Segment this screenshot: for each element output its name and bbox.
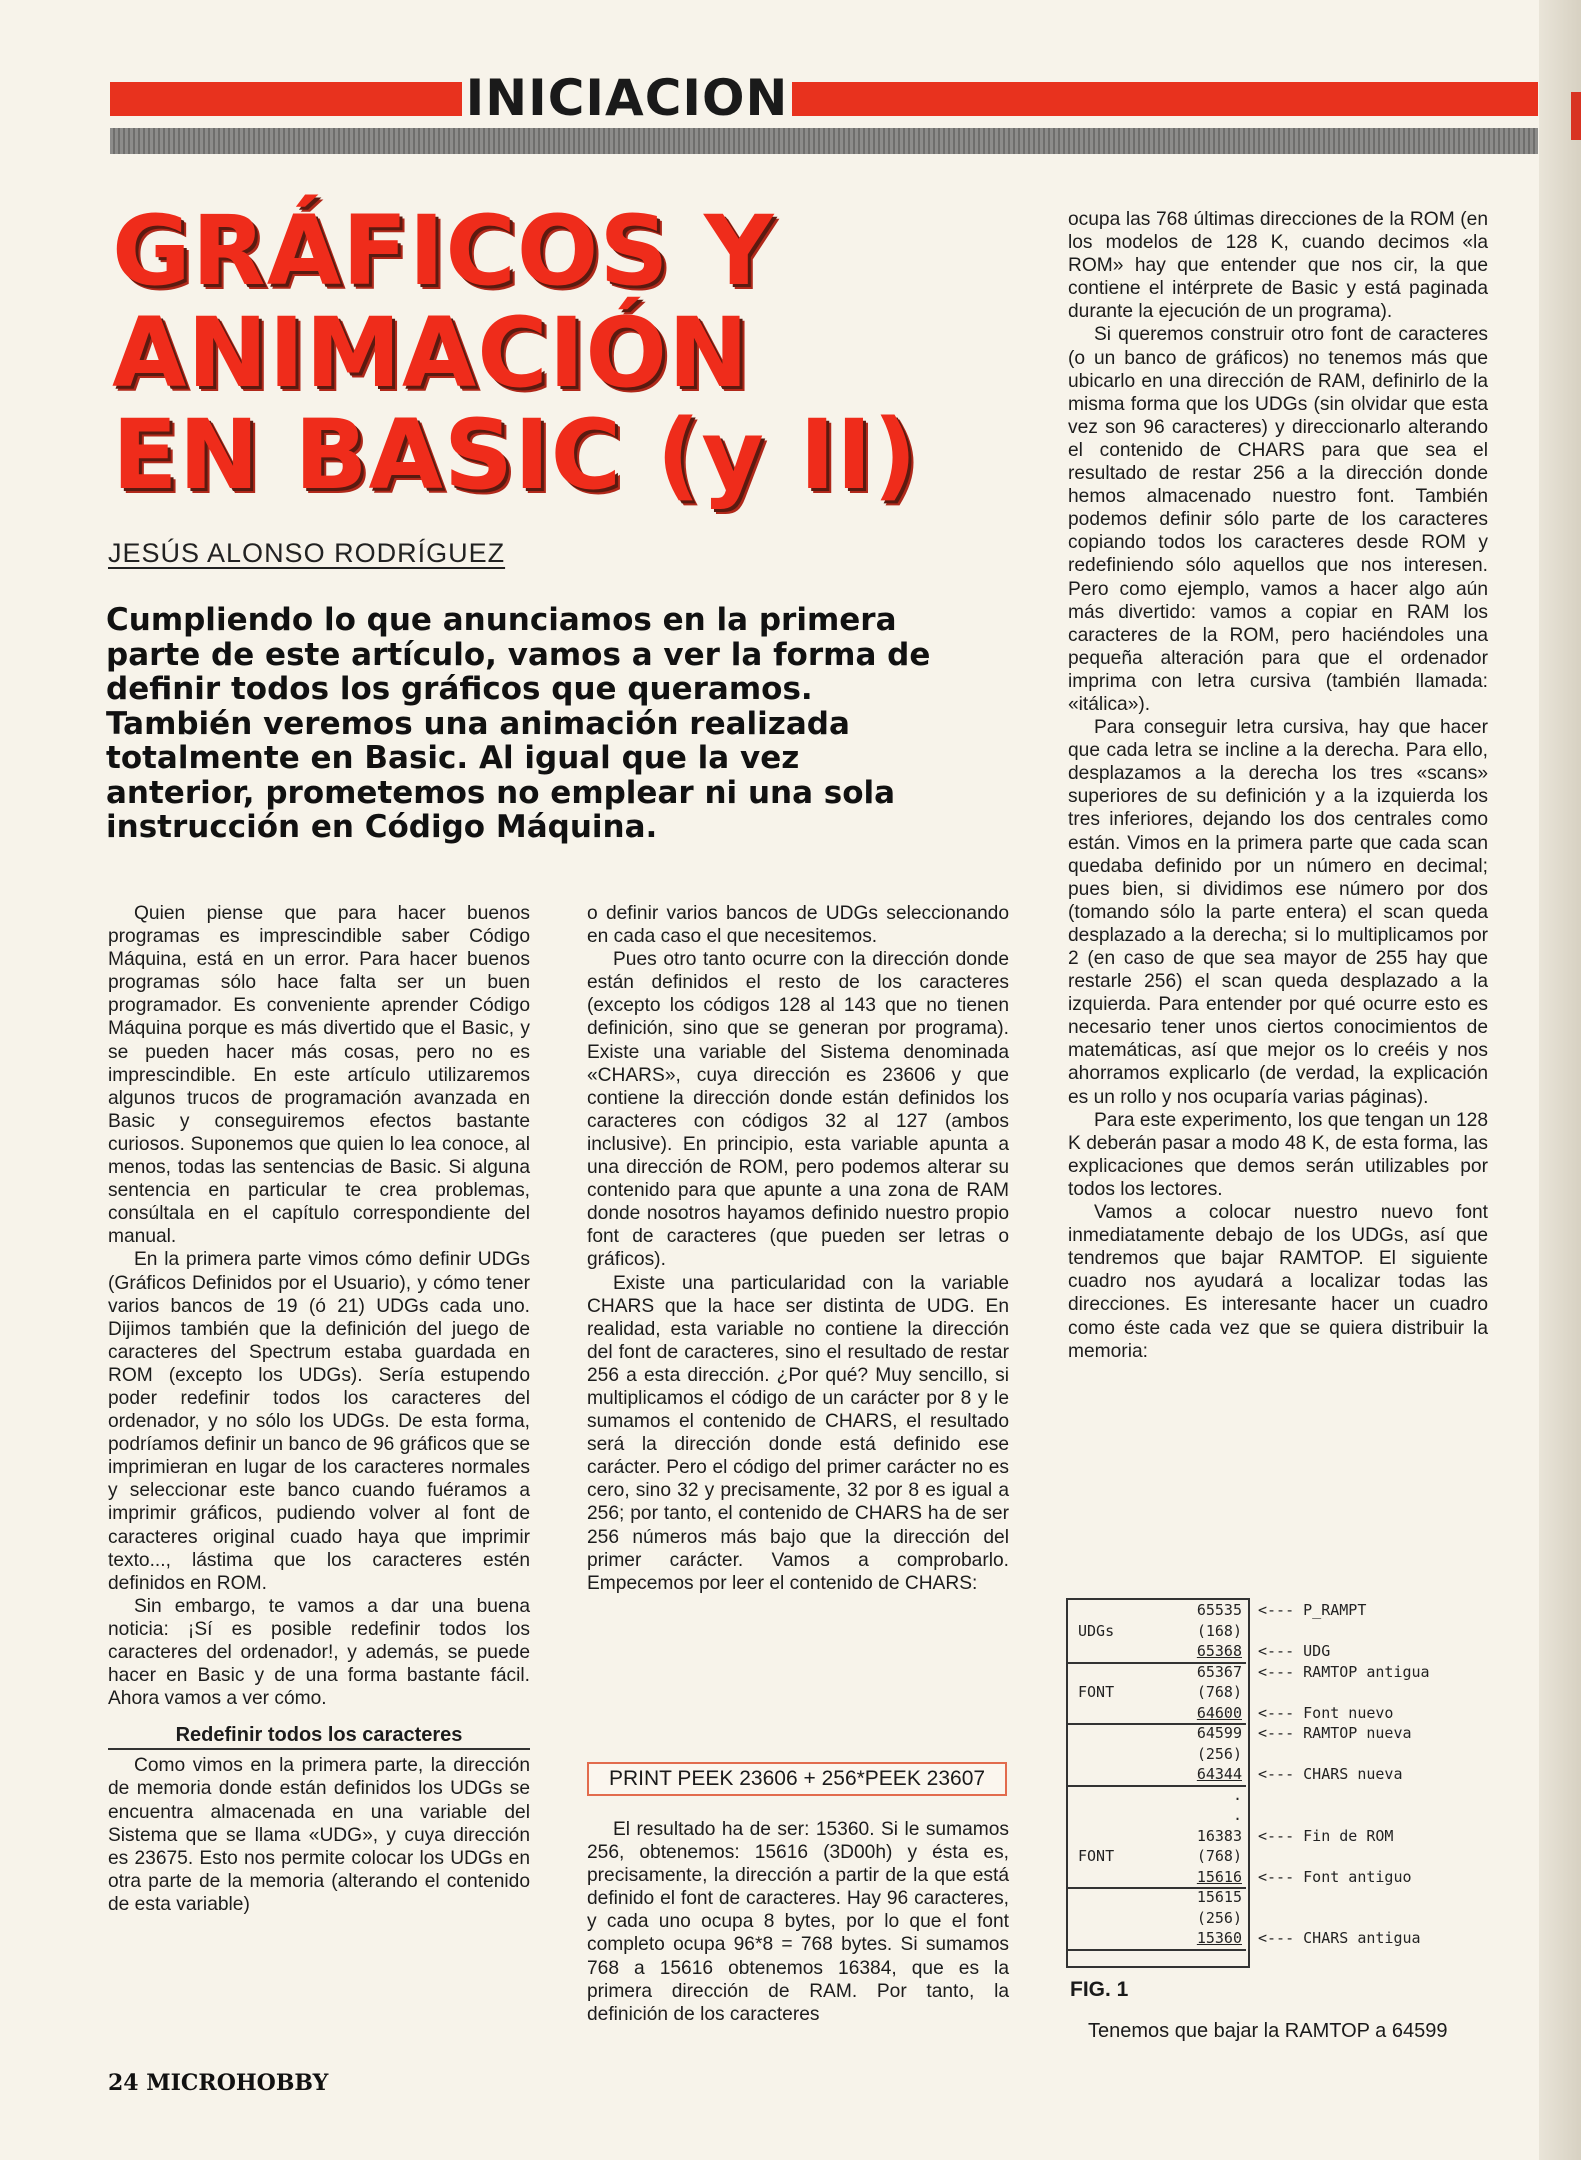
- article-title: [112, 195, 1012, 511]
- col3-paragraph-2: Si queremos construir otro font de caracteres (o un banco de gráficos) no tenemos más que ubicarlo en una dirección de RAM, definirlo de la misma forma que los UDGs (sin olvidar que esta vez son 96 caracteres) y direccionarlo alterando el contenido de CHARS para que sea el resultado de restar 256 a la dirección donde hemos almacenado nuestro font. También podemos definir sólo parte de los caracteres copiando todos los caracteres desde ROM y redefiniendo sólo aquellos que nos interesen. Pero como ejemplo, vamos a hacer algo aún más divertido: vamos a copiar en RAM los caracteres de la ROM, pero haciéndoles una pequeña alteración para que el ordenador imprima con letra cursiva (también llamada: «itálica»).: [1068, 324, 1488, 715]
- memory-map-row: [1066, 1682, 1246, 1702]
- memory-address: .: [1232, 1806, 1242, 1824]
- code-example: PRINT PEEK 23606 + 256*PEEK 23607: [587, 1762, 1007, 1796]
- col3-paragraph-5: Vamos a colocar nuestro nuevo font inmediatamente debajo de los UDGs, así que tendremos que bajar RAMTOP. El siguiente cuadro nos ayudará a localizar todas las direcciones. Es interesante hacer un cuadro como éste cada vez que se quiera distribuir la memoria:: [1068, 1202, 1488, 1362]
- memory-map-row: [1066, 1805, 1246, 1825]
- title-line-2: ANIMACIÓN: [112, 297, 750, 409]
- memory-region-label: FONT: [1078, 1847, 1115, 1865]
- col2-paragraph-4: El resultado ha de ser: 15360. Si le sumamos 256, obtenemos: 15616 (3D00h) y ésta es, precisamente, la dirección a partir de la que está definido el font de caracteres. Hay 96 caracteres, y cada uno ocupa 8 bytes, por lo que el font completo ocupa 96*8 = 768 bytes. Si sumamos 768 a 15616 obtenemos 16384, que es la primera dirección de RAM. Por tanto, la definición de los caracteres: [587, 1819, 1009, 2025]
- memory-map-row: [1066, 1703, 1394, 1723]
- memory-map-row: [1066, 1764, 1403, 1784]
- memory-map-row: [1066, 1846, 1246, 1866]
- memory-map-row: [1066, 1600, 1367, 1620]
- page-edge: [1539, 0, 1581, 2160]
- figure-caption: Tenemos que bajar la RAMTOP a 64599: [1088, 2020, 1448, 2042]
- intro-paragraph: Cumpliendo lo que anunciamos en la primera parte de este artículo, vamos a ver la forma de definir todos los gráficos que queramos. También veremos una animación realizada totalmente en Basic. Al igual que la vez anterior, prometemos no emplear ni una sola instrucción en Código Máquina.: [106, 602, 931, 845]
- memory-map-row: [1066, 1908, 1246, 1928]
- memory-address: .: [1232, 1785, 1242, 1804]
- memory-address: 15615: [1196, 1888, 1242, 1906]
- memory-map-row: [1066, 1621, 1246, 1641]
- memory-pointer-note: <--- RAMTOP antigua: [1258, 1662, 1430, 1681]
- figure-label: FIG. 1: [1070, 1978, 1129, 2001]
- section-label: INICIACION: [465, 69, 789, 127]
- memory-pointer-note: <--- UDG: [1258, 1642, 1331, 1660]
- col3-paragraph-1: ocupa las 768 últimas direcciones de la ROM (en los modelos de 128 K, cuando decimos «la ROM» hay que entender que nos cir, la que contiene el intérprete de Basic y está paginada durante la ejecución de un programa).: [1068, 209, 1488, 323]
- memory-pointer-note: <--- Fin de ROM: [1258, 1826, 1394, 1845]
- memory-map-row: [1066, 1887, 1246, 1907]
- memory-address: (768): [1196, 1847, 1242, 1865]
- title-line-3: EN BASIC (y II): [112, 399, 918, 511]
- memory-map-row: [1066, 1867, 1412, 1887]
- memory-address: 15360: [1196, 1929, 1242, 1947]
- author-byline: JESÚS ALONSO RODRÍGUEZ: [108, 538, 506, 568]
- col1-subheading: Redefinir todos los caracteres: [108, 1724, 530, 1750]
- memory-address: 15616: [1196, 1867, 1242, 1886]
- memory-pointer-note: <--- CHARS nueva: [1258, 1765, 1403, 1783]
- memory-address: (168): [1196, 1621, 1242, 1640]
- memory-pointer-note: <--- Font nuevo: [1258, 1703, 1394, 1722]
- memory-pointer-note: <--- CHARS antigua: [1258, 1929, 1421, 1947]
- column-3: [1068, 208, 1488, 1363]
- header-red-bar-right: [792, 82, 1538, 116]
- memory-address: (256): [1196, 1744, 1242, 1763]
- memory-pointer-note: <--- Font antiguo: [1258, 1867, 1412, 1886]
- memory-region-label: FONT: [1078, 1683, 1115, 1701]
- memory-map-row: [1066, 1826, 1394, 1846]
- memory-map-row: [1066, 1723, 1412, 1743]
- memory-region-label: UDGs: [1078, 1621, 1115, 1640]
- col1-paragraph-3: Sin embargo, te vamos a dar una buena noticia: ¡Sí es posible redefinir todos los caracteres del ordenador!, y además, se puede hacer en Basic y de una forma bastante fácil. Ahora vamos a ver cómo.: [108, 1595, 530, 1710]
- memory-map-row: [1066, 1928, 1421, 1948]
- header-red-bar-left: [110, 82, 462, 116]
- memory-address: (256): [1196, 1908, 1242, 1927]
- col3-paragraph-4: Para este experimento, los que tengan un 128 K deberán pasar a modo 48 K, de esta forma, las explicaciones que demos serán utilizables por todos los lectores.: [1068, 1109, 1488, 1200]
- memory-address: (768): [1196, 1683, 1242, 1701]
- memory-map-row: [1066, 1662, 1430, 1682]
- memory-address: 65368: [1196, 1642, 1242, 1660]
- memory-address: 64600: [1196, 1703, 1242, 1722]
- memory-map-row: [1066, 1785, 1246, 1805]
- memory-region-divider: [1066, 1949, 1246, 1951]
- col1-paragraph-1: Quien piense que para hacer buenos programas es imprescindible saber Código Máquina, está en un error. Para hacer buenos programas sólo hace falta ser un buen programador. Es conveniente aprender Código Máquina porque es más divertido que el Basic, y se pueden hacer más cosas, pero no es imprescindible. En este artículo utilizaremos algunos trucos de programación avanzada en Basic y conseguiremos efectos bastante curiosos. Suponemos que quien lo lea conoce, al menos, todas las sentencias de Basic. Si alguna sentencia en particular te crea problemas, consúltala en el capítulo correspondiente del manual.: [108, 903, 530, 1248]
- column-2-continued: [587, 1818, 1009, 2026]
- title-line-1: GRÁFICOS Y: [112, 195, 775, 307]
- column-1: [108, 902, 530, 1916]
- page-edge-mark: [1571, 92, 1581, 140]
- page-footer: 24 MICROHOBBY: [108, 2070, 329, 2096]
- col3-paragraph-3: Para conseguir letra cursiva, hay que hacer que cada letra se incline a la derecha. Para ello, desplazamos a la derecha los tres «scans» superiores de su definición y a la izquierda los tres inferiores, dejando los dos centrales como están. Vimos en la primera parte que cada scan quedaba definido por un número en decimal; pues bien, si dividimos ese número por dos (tomando sólo la parte entera) el scan queda desplazado a la derecha; si lo multiplicamos por 2 (en caso de que sea mayor de 255 hay que restarle 256) el scan queda desplazado a la izquierda. Para entender por qué ocurre esto es necesario tener unos ciertos conocimientos de matemáticas, así que mejor os lo creéis y nos ahorramos explicarlo (de verdad, la explicación es un rollo y nos ocuparía varias páginas).: [1068, 717, 1488, 1108]
- memory-address: 65367: [1196, 1662, 1242, 1681]
- column-2: [587, 902, 1009, 1595]
- memory-map-figure: [1066, 1598, 1506, 1968]
- col1-paragraph-4: Como vimos en la primera parte, la dirección de memoria donde están definidos los UDGs se encuentra almacenada en una variable del Sistema que se llama «UDG», y cuya dirección es 23675. Esto nos permite colocar los UDGs en otra parte de la memoria (alterando el contenido de esta variable): [108, 1755, 530, 1915]
- memory-address: 64344: [1196, 1765, 1242, 1783]
- memory-address: 65535: [1196, 1601, 1242, 1619]
- col1-paragraph-2: En la primera parte vimos cómo definir UDGs (Gráficos Definidos por el Usuario), y cómo tener varios bancos de 19 (ó 21) UDGs cada uno. Dijimos también que la definición del juego de caracteres del Spectrum estaba guardada en ROM (excepto los UDGs). Sería estupendo poder redefinir todos los caracteres del ordenador, y no sólo los UDGs. De esta forma, podríamos definir un banco de 96 gráficos que se imprimieran en lugar de los caracteres normales y seleccionar este banco cuando fuéramos a imprimir gráficos, pudiendo volver al font de caracteres original cuado haya que imprimir texto..., lástima que los caracteres estén definidos en ROM.: [108, 1249, 530, 1594]
- memory-address: 16383: [1196, 1826, 1242, 1845]
- header-grey-bar: [110, 128, 1538, 154]
- memory-map-row: [1066, 1744, 1246, 1764]
- memory-pointer-note: <--- P_RAMPT: [1258, 1601, 1367, 1619]
- memory-address: 64599: [1196, 1724, 1242, 1742]
- col2-paragraph-3: Existe una particularidad con la variable CHARS que la hace ser distinta de UDG. En realidad, esta variable no contiene la dirección del font de caracteres, sino el resultado de restar 256 a esta dirección. ¿Por qué? Muy sencillo, si multiplicamos el código de un carácter por 8 y le sumamos el contenido de CHARS, el resultado será la dirección donde está definido ese carácter. Pero el código del primer carácter no es cero, sino 32 y precisamente, 32 por 8 es igual a 256; por tanto, el contenido de CHARS ha de ser 256 números más bajo que la dirección del primer carácter. Vamos a comprobarlo. Empecemos por leer el contenido de CHARS:: [587, 1272, 1009, 1594]
- memory-map-row: [1066, 1641, 1331, 1661]
- col2-paragraph-2: Pues otro tanto ocurre con la dirección donde están definidos el resto de los caracteres (excepto los códigos 128 al 143 que no tienen definición, sino que se generan por programa). Existe una variable del Sistema denominada «CHARS», cuya dirección es 23606 y que contiene la dirección donde están definidos los caracteres con códigos 32 al 127 (ambos inclusive). En principio, esta variable apunta a una dirección de ROM, pero podemos alterar su contenido para que apunte a una zona de RAM donde nosotros hayamos definido nuestro propio font de caracteres (que pueden ser letras o gráficos).: [587, 949, 1009, 1271]
- memory-pointer-note: <--- RAMTOP nueva: [1258, 1724, 1412, 1742]
- col2-paragraph-1: o definir varios bancos de UDGs seleccionando en cada caso el que necesitemos.: [587, 903, 1009, 948]
